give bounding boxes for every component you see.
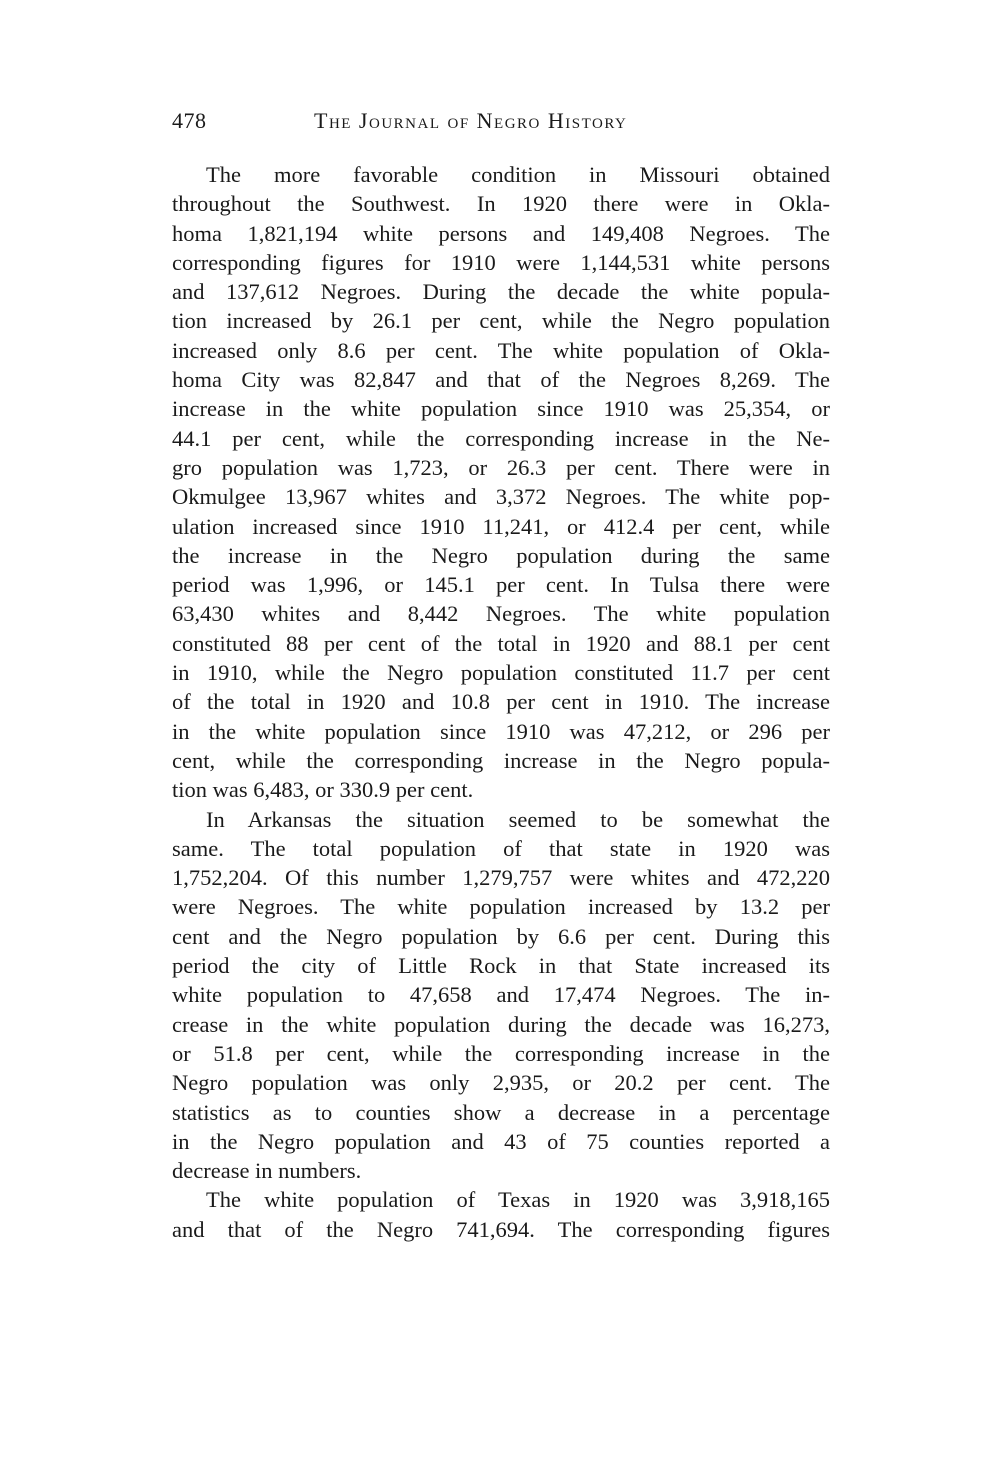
text-line: were Negroes. The white population increased by 13.2 per bbox=[172, 894, 830, 920]
text-line: in the Negro population and 43 of 75 counties reported a bbox=[172, 1128, 830, 1154]
text-line: the increase in the Negro population during the same bbox=[172, 542, 830, 568]
text-line: Negro population was only 2,935, or 20.2 per cent. The bbox=[172, 1070, 830, 1096]
text-line: 1,752,204. Of this number 1,279,757 were whites and 472,220 bbox=[172, 865, 830, 891]
text-line: The more favorable condition in Missouri obtained bbox=[206, 162, 830, 187]
text-line: tion was 6,483, or 330.9 per cent. bbox=[172, 777, 474, 803]
text-line: period the city of Little Rock in that State increased its bbox=[172, 953, 830, 979]
paragraph-texas bbox=[172, 1185, 830, 1244]
page-header bbox=[172, 108, 832, 140]
text-line: statistics as to counties show a decrease in a percentage bbox=[172, 1099, 830, 1125]
paragraph-arkansas bbox=[172, 805, 830, 1186]
text-line: constituted 88 per cent of the total in 1920 and 88.1 per cent bbox=[172, 630, 830, 656]
text-line: tion increased by 26.1 per cent, while the Negro population bbox=[172, 308, 830, 334]
text-line: 63,430 whites and 8,442 Negroes. The white population bbox=[172, 601, 830, 627]
text-line: The white population of Texas in 1920 was 3,918,165 bbox=[206, 1187, 830, 1213]
text-line: Okmulgee 13,967 whites and 3,372 Negroes. The white pop- bbox=[172, 484, 830, 510]
text-line: in the white population since 1910 was 47,212, or 296 per bbox=[172, 718, 830, 744]
text-line: crease in the white population during the decade was 16,273, bbox=[172, 1011, 830, 1037]
text-line: ulation increased since 1910 11,241, or 412.4 per cent, while bbox=[172, 513, 830, 539]
text-line: or 51.8 per cent, while the corresponding increase in the bbox=[172, 1040, 830, 1066]
running-head: The Journal of Negro History bbox=[314, 108, 628, 133]
text-line: In Arkansas the situation seemed to be somewhat the bbox=[206, 806, 830, 832]
text-line: increase in the white population since 1910 was 25,354, or bbox=[172, 396, 830, 422]
text-line: decrease in numbers. bbox=[172, 1158, 362, 1184]
page-number: 478 bbox=[172, 108, 207, 133]
text-line: white population to 47,658 and 17,474 Negroes. The in- bbox=[172, 982, 830, 1008]
text-line: throughout the Southwest. In 1920 there were in Okla- bbox=[172, 191, 830, 217]
text-line: and 137,612 Negroes. During the decade the white popula- bbox=[172, 279, 830, 305]
text-line: in 1910, while the Negro population constituted 11.7 per cent bbox=[172, 660, 830, 686]
text-line: cent, while the corresponding increase in the Negro popula- bbox=[172, 747, 830, 773]
text-line: of the total in 1920 and 10.8 per cent in 1910. The increase bbox=[172, 689, 830, 715]
text-line: gro population was 1,723, or 26.3 per cent. There were in bbox=[172, 454, 830, 480]
text-line: homa City was 82,847 and that of the Negroes 8,269. The bbox=[172, 367, 830, 393]
text-line: cent and the Negro population by 6.6 per cent. During this bbox=[172, 923, 830, 949]
text-line: corresponding figures for 1910 were 1,144,531 white persons bbox=[172, 249, 830, 275]
text-line: period was 1,996, or 145.1 per cent. In Tulsa there were bbox=[172, 572, 830, 598]
text-line: and that of the Negro 741,694. The corresponding figures bbox=[172, 1216, 830, 1242]
text-line: same. The total population of that state in 1920 was bbox=[172, 835, 830, 861]
body-text bbox=[172, 160, 830, 1244]
text-line: increased only 8.6 per cent. The white population of Okla- bbox=[172, 337, 830, 363]
text-line: 44.1 per cent, while the corresponding increase in the Ne- bbox=[172, 425, 830, 451]
paragraph-oklahoma bbox=[172, 160, 830, 805]
text-line: homa 1,821,194 white persons and 149,408 Negroes. The bbox=[172, 220, 830, 246]
